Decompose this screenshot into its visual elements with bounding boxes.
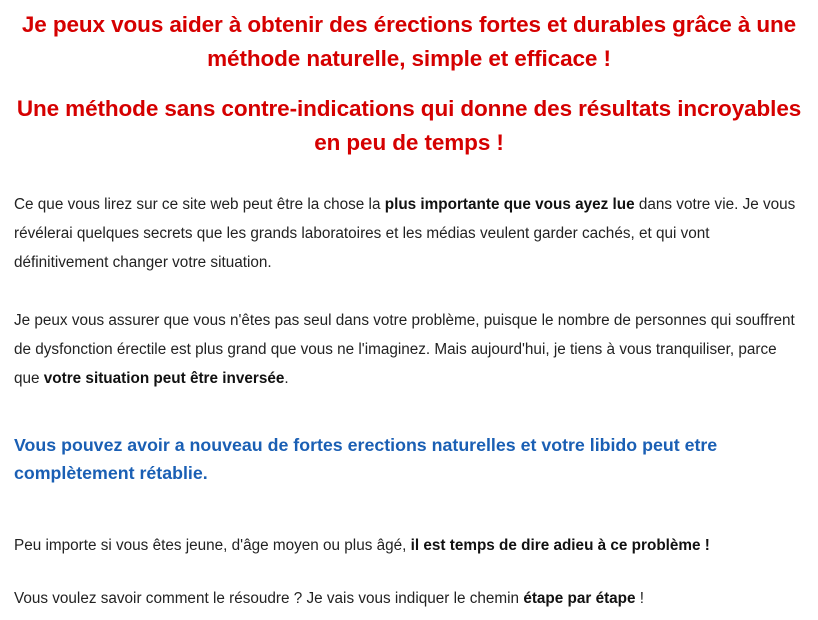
intro-paragraph [14,190,804,277]
reassurance-text-start: Je peux vous assurer que vous n'êtes pas seul dans votre problème, puisque le nombre de personnes qui souffrent de dysfonction érectile est plus grand que vous ne l'imaginez. Mais aujourd'hui, je tiens à vous tranquiliser, parce que [14,312,795,387]
steps-paragraph [14,584,804,613]
intro-text-start: Ce que vous lirez sur ce site web peut être la chose la [14,196,385,213]
main-headline: Je peux vous aider à obtenir des érections fortes et durables grâce à une méthode naturelle, simple et efficace ! [21,12,797,71]
age-paragraph [14,531,804,560]
steps-text-end: ! [635,590,645,607]
intro-text-end: dans votre vie. Je vous révélerai quelques secrets que les grands laboratoires et les médias veulent garder cachés, et qui vont définitivement changer votre situation. [14,196,796,271]
reassurance-paragraph [14,306,804,393]
intro-emphasis: plus importante que vous ayez lue [384,196,635,213]
steps-emphasis: étape par étape [523,590,636,607]
reassurance-text-end: . [284,370,289,387]
age-text-start: Peu importe si vous êtes jeune, d'âge moyen ou plus âgé, [14,537,411,554]
steps-text-start: Vous voulez savoir comment le résoudre ? Je vais vous indiquer le chemin [14,590,524,607]
reassurance-emphasis: votre situation peut être inversée [43,370,285,387]
blue-heading: Vous pouvez avoir a nouveau de fortes erections naturelles et votre libido peut etre complètement rétablie. [14,435,718,483]
age-emphasis: il est temps de dire adieu à ce problème ! [410,537,710,554]
sub-headline: Une méthode sans contre-indications qui donne des résultats incroyables en peu de temps ! [16,96,802,155]
